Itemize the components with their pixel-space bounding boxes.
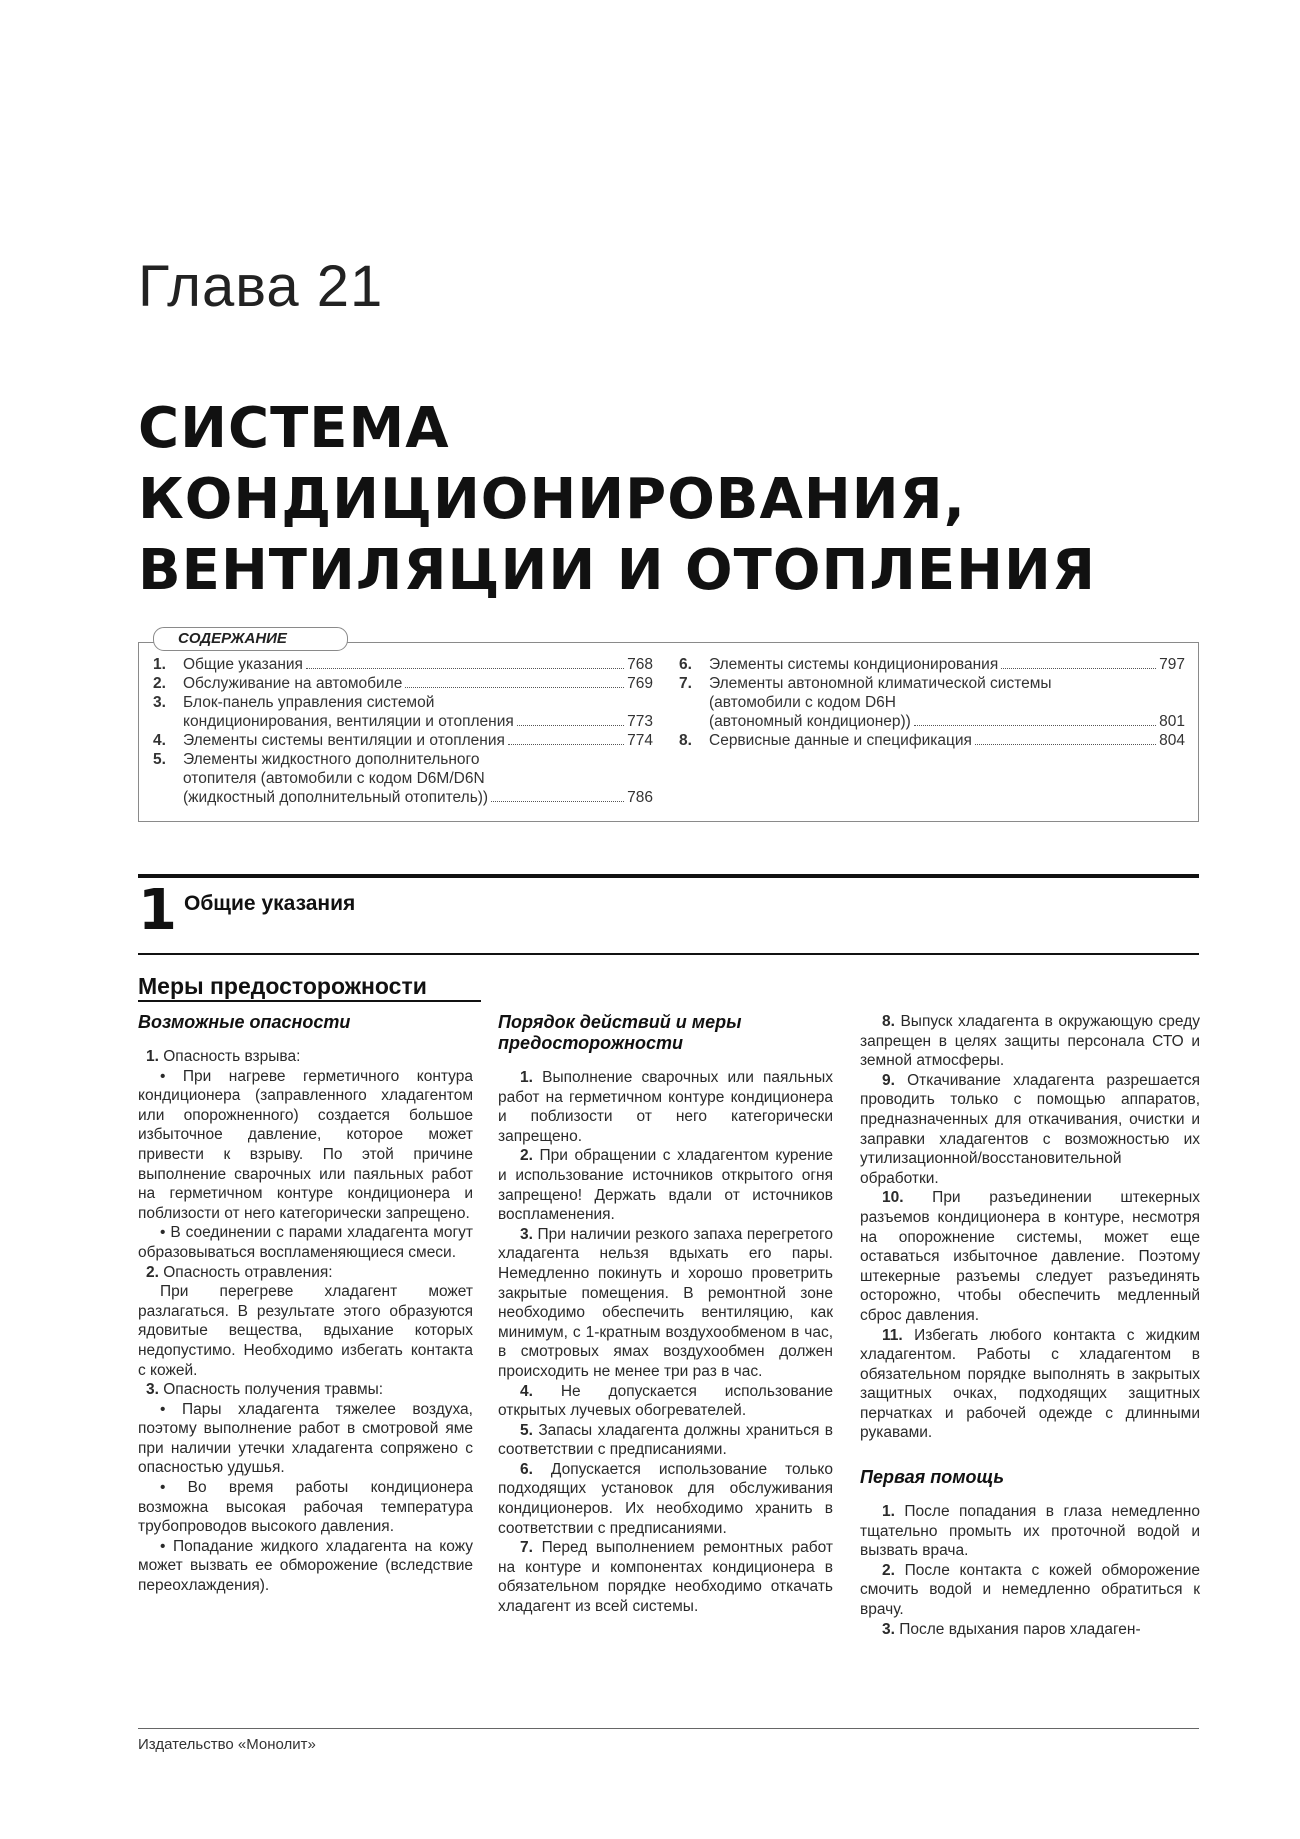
toc-item[interactable] [153,750,653,807]
toc-text: (жидкостный дополнительный отопитель)) [183,789,489,806]
item-text: Выполнение сварочных или паяльных работ на герметичном контуре кондиционера и поблизости от него категорически запрещено. [498,1069,833,1145]
toc-number: 7. [679,675,692,692]
paragraph: • В соединении с парами хладагента могут образовываться воспламеняющиеся смеси. [138,1224,473,1261]
list-item [860,1012,1200,1071]
item-number: 3. [882,1620,895,1638]
item-number: 3. [146,1381,159,1399]
text-column-1 [138,1012,473,1596]
item-number: 3. [520,1225,533,1243]
paragraph-text: Опасность получения травмы: [163,1381,384,1399]
text-column-2 [498,1012,833,1617]
list-item [860,1188,1200,1325]
toc-page: 804 [1159,732,1185,749]
list-item [498,1068,833,1146]
chapter-label: Глава 21 [138,254,384,319]
toc-item[interactable] [153,693,653,731]
item-number: 11. [882,1326,903,1344]
section-title: Общие указания [184,892,356,915]
paragraph: • При нагреве герметичного контура кондиционера (заправленного хладагентом или опорожненного) создается большое избыточное давление, которое может привести к взрыву. По этой причине выполнение сварочных или паяльных работ на герметичном контуре кондиционера и поблизости от него категорически запрещено. [138,1067,473,1222]
toc-page: 774 [627,732,653,749]
list-item [860,1502,1200,1561]
paragraph: • Попадание жидкого хладагента на кожу может вызвать ее обморожение (вследствие переохлаждения). [138,1537,473,1595]
column-heading: Первая помощь [860,1467,1005,1488]
toc-number: 3. [153,694,166,711]
text-column-3 [860,1012,1200,1639]
footer-rule [138,1728,1199,1729]
toc-page: 797 [1159,656,1185,673]
toc-text: Элементы системы вентиляции и отопления [183,732,505,749]
item-number: 1. [882,1503,895,1521]
toc-item[interactable] [679,674,1185,731]
toc-text: Элементы жидкостного дополнительного [183,751,480,768]
toc-number: 5. [153,751,166,768]
toc-item[interactable] [679,731,1185,750]
item-text: Не допускается использование открытых лучевых обогревателей. [498,1382,833,1420]
toc-item[interactable] [153,674,653,693]
item-text: Выпуск хладагента в окружающую среду запрещен в целях защиты персонала СТО и земной атмосферы. [860,1013,1200,1070]
toc-item[interactable] [153,731,653,750]
item-text: Перед выполнением ремонтных работ на контуре и компонентах кондиционера в обязательном порядке необходимо откачать хладагент из всей системы. [498,1539,834,1616]
item-number: 4. [520,1382,533,1400]
item-number: 1. [520,1069,533,1086]
item-number: 7. [520,1539,533,1557]
toc-number: 4. [153,732,166,749]
list-item [498,1460,833,1538]
list-item [498,1225,833,1382]
toc-text: отопителя (автомобили с кодом D6M/D6N [183,770,485,787]
column-heading: Порядок действий и меры предосторожности [498,1012,742,1053]
item-number: 9. [882,1071,895,1089]
item-number: 2. [520,1147,533,1165]
section-rule-bottom [138,953,1199,955]
item-text: Откачивание хладагента разрешается проводить только с помощью аппаратов, предназначенных для откачивания, очистки и заправки хладагентов с возможностью их утилизационной/восстановительной обработки. [860,1071,1201,1187]
item-number: 2. [146,1263,159,1281]
column-heading: Возможные опасности [138,1012,351,1032]
chapter-title-line: СИСТЕМА [138,396,450,461]
item-number: 5. [520,1421,533,1439]
item-number: 1. [146,1048,159,1065]
toc-text: Элементы автономной климатической системы [709,675,1052,692]
section-number: 1 [138,878,177,943]
item-text: Запасы хладагента должны храниться в соответствии с предписаниями. [498,1421,833,1459]
toc-item[interactable] [679,655,1185,674]
list-item [498,1146,833,1224]
list-item [498,1538,833,1616]
chapter-title [138,393,1096,606]
item-text: При наличии резкого запаха перегретого хладагента нельзя вдыхать его пары. Немедленно покинуть и хорошо проветрить закрытые помещения. В ремонтной зоне необходимо обеспечить вентиляцию, как минимум, с 1-кратным воздухообменом в час, в смотровых ямах воздухообмен должен происходить не менее три раз в час. [498,1225,833,1380]
paragraph: • Пары хладагента тяжелее воздуха, поэтому выполнение работ в смотровой яме при наличии утечки хладагента сопряжено с опасностью удушья. [138,1400,473,1477]
item-text: При разъединении штекерных разъемов кондиционера в контуре, несмотря на опорожнение системы, может еще оставаться избыточное давление. Поэтому штекерные разъемы следует разъединять осторожно, чтобы обеспечить медленный сброс давления. [860,1189,1200,1324]
item-number: 8. [882,1013,895,1030]
item-number: 6. [520,1460,533,1478]
toc-text: Сервисные данные и спецификация [709,732,972,749]
sub-heading: Меры предосторожности [138,973,427,999]
table-of-contents [138,630,1199,822]
list-item [498,1382,833,1421]
item-text: После попадания в глаза немедленно тщательно промыть их проточной водой и вызвать врача. [860,1503,1200,1560]
toc-number: 8. [679,732,692,749]
toc-right-column [679,655,1185,750]
item-number: 2. [882,1561,895,1579]
toc-text: (автомобили с кодом D6H [709,694,896,711]
item-text: После контакта с кожей обморожение смочить водой и немедленно обратиться к врачу. [860,1561,1200,1619]
list-item [860,1620,1200,1640]
item-number: 10. [882,1189,904,1207]
paragraph [138,1047,473,1067]
list-item [498,1421,833,1460]
toc-page: 773 [627,713,653,730]
item-text: После вдыхания паров хладаген- [899,1620,1141,1638]
toc-page: 769 [627,675,653,692]
toc-page: 768 [627,656,653,673]
toc-text: (автономный кондиционер)) [709,713,911,730]
toc-text: Блок-панель управления системой [183,694,435,711]
toc-left-column [153,655,653,807]
toc-page: 801 [1159,713,1185,730]
toc-number: 2. [153,675,166,692]
toc-heading: СОДЕРЖАНИЕ [153,627,348,651]
toc-text: Общие указания [183,656,303,673]
toc-number: 1. [153,656,166,673]
chapter-title-line: ВЕНТИЛЯЦИИ И ОТОПЛЕНИЯ [138,538,1096,603]
toc-item[interactable] [153,655,653,674]
item-text: Избегать любого контакта с жидким хладагентом. Работы с хладагентом в обязательном порядке выполнять в закрытых защитных очках, подходящих защитных перчатках и рабочей одежде с длинными рукавами. [860,1326,1200,1442]
paragraph: • Во время работы кондиционера возможна высокая рабочая температура трубопроводов высокого давления. [138,1479,473,1536]
paragraph-text: Опасность отравления: [163,1263,333,1281]
toc-page: 786 [627,789,653,806]
toc-text: Элементы системы кондиционирования [709,656,999,673]
paragraph-text: Опасность взрыва: [163,1048,301,1065]
list-item [860,1326,1200,1444]
toc-text: кондиционирования, вентиляции и отопления [183,713,514,730]
section-rule [138,874,1199,878]
paragraph: При перегреве хладагент может разлагаться. В результате этого образуются ядовитые вещества, вдыхание которых недопустимо. Необходимо избегать контакта с кожей. [138,1283,473,1379]
chapter-title-line: КОНДИЦИОНИРОВАНИЯ, [138,467,966,532]
list-item [860,1561,1200,1620]
footer-publisher: Издательство «Монолит» [138,1736,316,1753]
paragraph [138,1263,473,1283]
list-item [860,1071,1200,1189]
sub-heading-rule [138,1000,481,1002]
item-text: Допускается использование только подходящих установок для обслуживания кондиционеров. Их необходимо хранить в соответствии с предписаниями. [498,1460,833,1537]
toc-text: Обслуживание на автомобиле [183,675,403,692]
item-text: При обращении с хладагентом курение и использование источников открытого огня запрещено! Держать вдали от источников воспламенения. [498,1147,834,1224]
paragraph [138,1380,473,1400]
toc-number: 6. [679,656,692,673]
